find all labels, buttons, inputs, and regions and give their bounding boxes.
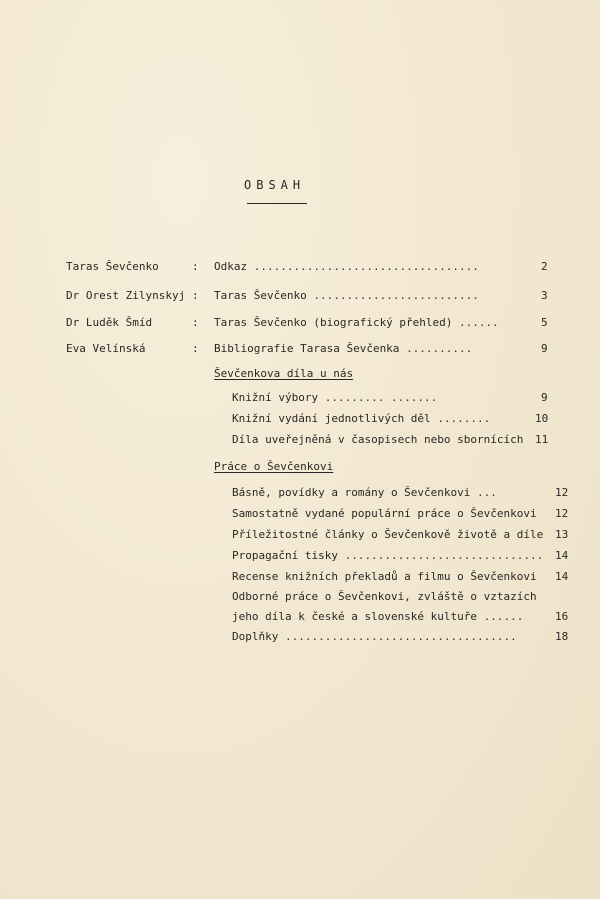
toc-entry (232, 485, 497, 501)
toc-entry (232, 629, 517, 645)
author-name: Dr Luděk Šmíd (66, 316, 153, 329)
page-number: 11 (535, 433, 549, 446)
toc-entry (232, 569, 537, 585)
page-number: 12 (555, 486, 569, 499)
page-number: 9 (541, 342, 548, 355)
toc-entry (232, 527, 543, 543)
leader-dots: ...... (459, 316, 499, 329)
leader-dots: .............................. (344, 549, 544, 562)
entry-title: Samostatně vydané populární práce o Ševčenkovi (232, 507, 537, 520)
page-number: 10 (535, 412, 549, 425)
toc-entry (232, 506, 537, 522)
leader-dots: ......................... (313, 289, 479, 302)
entry-title: Propagační tisky (232, 549, 338, 562)
entry-title: Bibliografie Tarasa Ševčenka (214, 342, 400, 355)
page-number: 12 (555, 507, 569, 520)
title-underline (247, 203, 307, 204)
entry-title: jeho díla k české a slovenské kultuře (232, 610, 478, 623)
page-number: 18 (555, 630, 569, 643)
separator-colon: : (192, 316, 199, 329)
toc-entry (232, 589, 537, 605)
page-number: 13 (555, 528, 569, 541)
toc-entry (232, 548, 543, 564)
separator-colon: : (192, 260, 199, 273)
page-number: 16 (555, 610, 569, 623)
toc-entry (232, 390, 437, 406)
page-number: 14 (555, 570, 569, 583)
toc-entry (232, 609, 523, 625)
page-number: 3 (541, 289, 548, 302)
section-heading: Práce o Ševčenkovi (214, 460, 334, 473)
page-number: 2 (541, 260, 548, 273)
leader-dots: .................................. (253, 260, 479, 273)
toc-entry (214, 259, 479, 275)
entry-title: Taras Ševčenko (biografický přehled) (214, 316, 453, 329)
entry-title: Odkaz (214, 260, 248, 273)
toc-entry (214, 315, 499, 331)
toc-entry (232, 432, 523, 448)
entry-title: Doplňky (232, 630, 279, 643)
author-name: Dr Orest Zilynskyj (66, 289, 186, 302)
page-title: OBSAH (244, 178, 306, 192)
page-number: 5 (541, 316, 548, 329)
page-number: 9 (541, 391, 548, 404)
leader-dots: ................................... (284, 630, 517, 643)
leader-dots: .......... (406, 342, 473, 355)
leader-dots: ... (477, 486, 497, 499)
entry-title: Knižní výbory (232, 391, 319, 404)
leader-dots: ......... ....... (324, 391, 438, 404)
entry-title: Knižní vydání jednotlivých děl (232, 412, 431, 425)
toc-entry (214, 341, 472, 357)
entry-title: Básně, povídky a romány o Ševčenkovi (232, 486, 471, 499)
toc-entry (214, 288, 479, 304)
entry-title: Díla uveřejněná v časopisech nebo sbornících (232, 433, 524, 446)
page-number: 14 (555, 549, 569, 562)
separator-colon: : (192, 289, 199, 302)
leader-dots: ...... (483, 610, 524, 623)
entry-title: Příležitostné články o Ševčenkově životě a díle (232, 528, 544, 541)
toc-entry (232, 411, 490, 427)
entry-title: Taras Ševčenko (214, 289, 307, 302)
author-name: Eva Velínská (66, 342, 146, 355)
author-name: Taras Ševčenko (66, 260, 159, 273)
section-heading: Ševčenkova díla u nás (214, 367, 354, 380)
leader-dots: ........ (437, 412, 491, 425)
entry-title: Odborné práce o Ševčenkovi, zvláště o vztazích (232, 590, 537, 603)
separator-colon: : (192, 342, 199, 355)
entry-title: Recense knižních překladů a filmu o Ševčenkovi (232, 570, 537, 583)
